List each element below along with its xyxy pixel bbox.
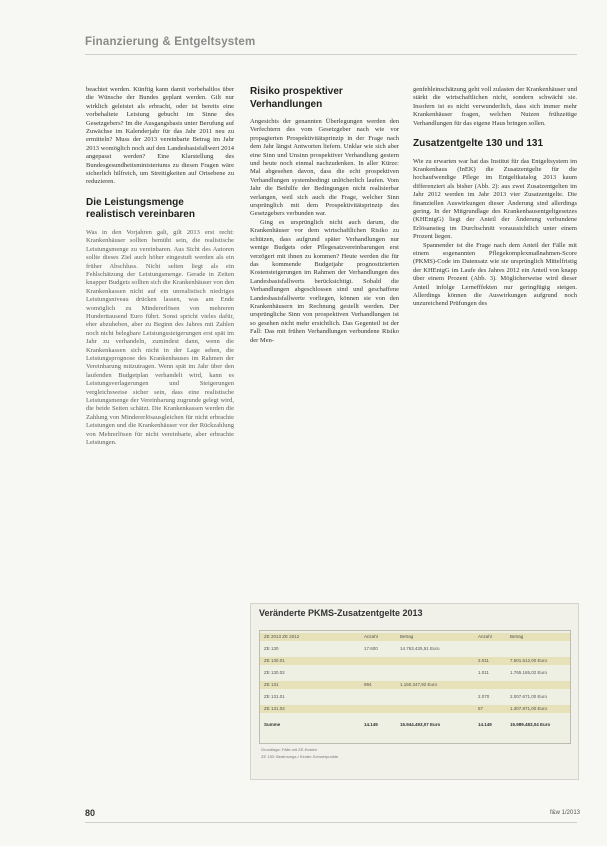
paragraph: Wie zu erwarten war hat das Institut für das Entgeltsystem im Krankenhaus (InEK) die Zusatzentgelte für die hochaufwendige Pflege im Entgeltkatalog 2013 kaum differenziert als bisher (Abb. 2): aus zwei Zusatzentgelten im Jahr 2012 werden im Jahr 2013 vier Zusatzentgelte. Die finanziellen Auswirkungen dieser Änderung sind allerdings gering. In der Mitgrundlage des Krankenhausentgeltgesetzes (KHEntgG) liegt der Anteil der Änderung verbundene Erlösanstieg im Durchschnitt voraussichtlich unter einem Prozent liegen. [413,157,577,241]
table-cell: 2.070 [478,694,490,699]
text-column-2 [250,86,399,345]
table-cell: 2.007.671,00 Euro [510,694,548,699]
paragraph: Angesichts der genannten Überlegungen werden den Verfechtern des vom Gesetzgeber nach wie vor propagierten Prospektivitätsprinzip in der Frage nach dem Jahr längst Antworten liefern. Unklar wie sich aber eine Sinn und Unsinn prospektiver Verhandlung gestern und heute noch einmal nachzudenken. In aller Kürze: Mal abgesehen davon, dass die echt prospektiven Verhandlungen systembedingt unlöcherlich laufen. Vom Jahr die Beihilfe der Bedingungen nicht realisierbar verlangen, weil sich auch die Frage, welcher Sinn ursprünglich mit dem Prospektivitätsprinzip des Gesetzgebers verbunden war. [250,118,399,218]
table-cell: ZE 130.01 [264,658,285,663]
data-table [259,630,571,744]
text-column-1 [86,86,234,447]
table-row [260,693,570,701]
table-cell: ZE 131 [264,682,279,687]
table-cell: 15.989.483,04 Euro [510,722,551,727]
table-cell: ZE 131.02 [264,706,285,711]
table-cell: 17.600 [364,646,378,651]
table-cell: ZE 131.01 [264,694,285,699]
table-cell: 15.944.493,07 Euro [400,722,441,727]
header-divider [85,54,577,55]
section-header: Finanzierung & Entgeltsystem [85,36,256,48]
table-note: Grundlage: Fälle mit ZE-Kosten [261,747,318,752]
issue-label: f&w 1/2013 [550,810,581,816]
text-column-3 [413,86,577,309]
table-cell: 1.765.165,02 Euro [510,670,548,675]
table-cell: 14.149 [364,722,378,727]
table-cell: 2.011 [478,658,489,663]
footer-divider [85,822,577,823]
table-title: Veränderte PKMS-Zusatzentgelte 2013 [259,608,423,618]
table-row [260,645,570,653]
table-total-row [260,721,570,729]
table-header-cell: Anzahl [478,634,492,639]
table-cell: 7.501.612,00 Euro [510,658,548,663]
table-cell: 14.149 [478,722,492,727]
section-heading: Risiko prospektiver Verhandlungen [250,86,343,110]
paragraph: genfehleinschätzung geht voll zulasten der Krankenhäuser und stärkt die wirtschaftlichen nicht, sondern schwächt sie. Insofern ist es nicht verwunderlich, dass sich immer mehr Krankenhäuser fragen, welchen Nutzen frühzeitige Verhandlungen für das eigene Haus bringen sollen. [413,86,577,127]
section-heading: Die Leistungsmenge realistisch vereinbaren [86,196,195,221]
paragraph: Spannender ist die Frage nach dem Anteil der Fälle mit einem sogenannten Pflegekomplexmaßnahmen-Score (PKMS)-Code im Datensatz wie sie ursprünglich Mittelfristig der KHEntgG im Laufe des Jahres 2012 ein Anteil von knapp über einem Prozent (Abb. 3). Möglicherweise wird dieser Anteil infolge Lernefffekten nur geringfügig steigen. Allerdings können die Auswirkungen aufgrund noch unzureichend Prüfungen des [413,241,577,308]
table-cell: 57 [478,706,484,711]
table-header-row [260,633,570,641]
table-row [260,705,570,713]
table-cell: 14.763.425,51 Euro [400,646,440,651]
table-header-cell: Betrag [510,634,524,639]
table-cell: ZE 130 [264,646,279,651]
paragraph: beachtet werden. Künftig kann damit vorbehaltlos über die Wünsche der Bundes geplant werden. Gilt nur wirklich geleistet als erbracht, oder ist bereits eine vorbehaltete Leistung gebucht im Sinne des Gesetzgebers? Im die Ausgangsbasis unter Berufung auf Zuwächse im Kalenderjahr für das Jahr 2011 neu zu ermitteln? Muss der 2013 vereinbarte Betrag im Jahr 2013 womöglich noch auf den Landesbasisfallwert 2014 angepasst werden? Eine Klarstellung des Bundesgesundheitsministeriums zu diesen Fragen wäre sicherlich hilfreich, um Streitigkeiten auf Ortsebene zu reduzieren. [86,86,234,186]
section-heading: Zusatzentgelte 130 und 131 [413,138,544,150]
paragraph: Was in den Vorjahren galt, gilt 2013 erst recht: Krankenhäuser sollten bemüht sein, die realistische Leistungsmenge zu vereinbaren. Aus Sicht des Autoren sollte dieses Ziel auch höher eingestuft werden als ein früher Abschluss. Nicht selten liegt als ein Fehlschätzung der Leistungsmenge. Gerade in Zeiten knapper Budgets sollten sich die Krankenhäuser von den Krankenkassen nicht auf ein unrealistisch niedriges Leistungsniveau drücken lassen, was am Ende womöglich zu Mindererlösen von mehreren Hunderttausend Euro führt. Sonst spricht vieles dafür, eher abzuheben, aber zu Beginn des Jahres mit Zahlen noch nicht belegbare Leistungssteigerungen erst spät im Jahr zu verhandeln, zumindest dann, wenn die Krankenkassen sich nicht in der Lage sehen, die Leistungsprognose des Krankenhauses im Rahmen der Vereinbarung mitzutragen. Wenn spät im Jahr über den laufenden Budgetplan verhandelt wird, kann es Leistungsverlagerungen und Steigerungen vergleichsweise sicher sein, dass eine realistische Leistungsmenge der Vereinbarung zugrunde gelegt wird, die beide Seiten schätzt. Die Krankenkassen werden die Zahlung von Mindererlösausgleichen für nicht erbrachte Leistungen und die Krankenhäuser vor der Rückzahlung von Mehrerlösen für nicht vereinbarte, aber erbrachte Leistungen. [86,228,234,447]
table-header-cell: ZE 2013 ZE 2012 [264,634,300,639]
table-cell: 1.150.347,92 Euro [400,682,438,687]
table-header-cell: Betrag [400,634,414,639]
table-note: ZE 130: Beatmungs-/ Kinder-Schwerpunkte [261,754,339,759]
table-row [260,657,570,665]
page-number: 80 [85,808,96,818]
table-row [260,669,570,677]
table-cell: 1.011 [478,670,489,675]
table-cell: ZE 130.02 [264,670,285,675]
paragraph: Ging es ursprünglich nicht auch darum, die Krankenhäuser vor dem wirtschaftlichen Risiko zu schützen, dass aufgrund später Verhandlungen nur wenige Budgets oder Pflegesatzvereinbarungen erst verzögert mit ihnen zu kommen? Heute werden die für das kommende Budgetjahr prognostizierten Kostensteigerungen im Rahmen der Verhandlungen des Landesbasisfallwerts berücksichtigt. Sobald die Verhandlungen abgeschlossen sind und geschaffene Landesbasisfallwerte vorliegen, können sie von den Krankenhäusern im Rechnung gestellt werden. Der ursprüngliche Sinn von prospektiven Verhandlungen ist so gesehen nicht mehr ersichtlich. Das Gegenteil ist der Fall: Das mit frühen Verhandlungen verbundene Risiko der Men- [250,218,399,344]
table-cell: Summe [264,722,281,727]
table-cell: 1.307.871,00 Euro [510,706,548,711]
table-header-cell: Anzahl [364,634,378,639]
table-cell: 994 [364,682,372,687]
table-row [260,681,570,689]
table-figure [250,603,579,780]
